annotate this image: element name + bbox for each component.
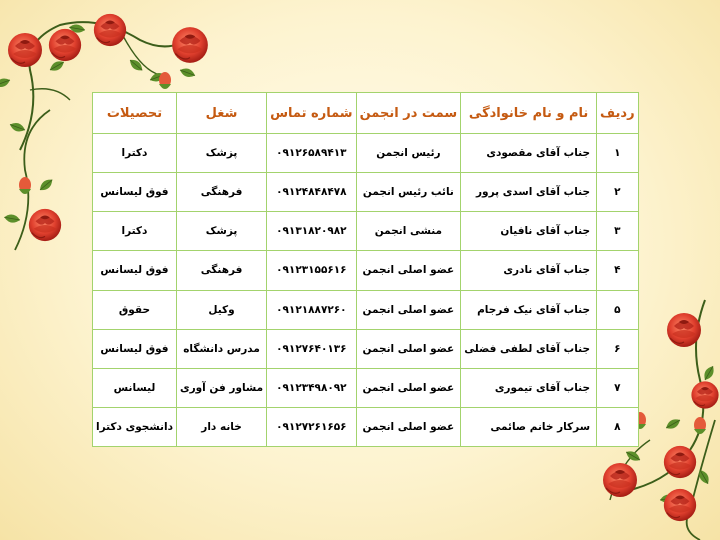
cell-row-number: ۲	[597, 173, 639, 212]
cell-education: دکترا	[93, 134, 177, 173]
table-row	[93, 329, 639, 368]
header-position: سمت در انجمن	[356, 93, 461, 134]
cell-full-name: جناب آقای مقصودی	[461, 134, 597, 173]
cell-row-number: ۱	[597, 134, 639, 173]
cell-full-name: جناب آقای اسدی پرور	[461, 173, 597, 212]
cell-position: رئیس انجمن	[356, 134, 461, 173]
cell-phone: ۰۹۱۲۴۸۴۸۴۷۸	[267, 173, 356, 212]
cell-occupation: مدرس دانشگاه	[176, 329, 266, 368]
table-row	[93, 212, 639, 251]
cell-phone: ۰۹۱۲۷۲۶۱۶۵۶	[267, 407, 356, 446]
cell-full-name: جناب آقای نیک فرجام	[461, 290, 597, 329]
header-phone: شماره تماس	[267, 93, 356, 134]
cell-education: حقوق	[93, 290, 177, 329]
cell-row-number: ۵	[597, 290, 639, 329]
cell-position: عضو اصلی انجمن	[356, 368, 461, 407]
cell-position: عضو اصلی انجمن	[356, 251, 461, 290]
header-full-name: نام و نام خانوادگی	[461, 93, 597, 134]
header-occupation: شغل	[176, 93, 266, 134]
table-row	[93, 407, 639, 446]
cell-phone: ۰۹۱۳۱۸۲۰۹۸۲	[267, 212, 356, 251]
cell-row-number: ۷	[597, 368, 639, 407]
cell-phone: ۰۹۱۲۳۱۵۵۶۱۶	[267, 251, 356, 290]
cell-full-name: جناب آقای لطفی فضلی	[461, 329, 597, 368]
cell-position: نائب رئیس انجمن	[356, 173, 461, 212]
table-row	[93, 290, 639, 329]
cell-education: دانشجوی دکترا	[93, 407, 177, 446]
cell-education: دکترا	[93, 212, 177, 251]
cell-position: عضو اصلی انجمن	[356, 407, 461, 446]
cell-occupation: فرهنگی	[176, 173, 266, 212]
cell-full-name: جناب آقای نافیان	[461, 212, 597, 251]
cell-phone: ۰۹۱۲۶۵۸۹۴۱۳	[267, 134, 356, 173]
cell-position: عضو اصلی انجمن	[356, 290, 461, 329]
cell-row-number: ۴	[597, 251, 639, 290]
cell-full-name: جناب آقای نادری	[461, 251, 597, 290]
cell-occupation: فرهنگی	[176, 251, 266, 290]
table-header-row	[93, 93, 639, 134]
cell-education: فوق لیسانس	[93, 173, 177, 212]
cell-full-name: جناب آقای تیموری	[461, 368, 597, 407]
cell-position: منشی انجمن	[356, 212, 461, 251]
header-education: تحصیلات	[93, 93, 177, 134]
cell-occupation: مشاور فن آوری	[176, 368, 266, 407]
table-row	[93, 134, 639, 173]
cell-row-number: ۳	[597, 212, 639, 251]
cell-phone: ۰۹۱۲۱۸۸۷۲۶۰	[267, 290, 356, 329]
cell-occupation: وکیل	[176, 290, 266, 329]
cell-occupation: پزشک	[176, 212, 266, 251]
cell-full-name: سرکار خانم صائمی	[461, 407, 597, 446]
cell-row-number: ۶	[597, 329, 639, 368]
header-row-number: ردیف	[597, 93, 639, 134]
table-row	[93, 251, 639, 290]
cell-education: فوق لیسانس	[93, 329, 177, 368]
cell-education: لیسانس	[93, 368, 177, 407]
members-table	[92, 92, 639, 447]
members-table-container	[92, 92, 635, 447]
cell-phone: ۰۹۱۲۷۶۴۰۱۳۶	[267, 329, 356, 368]
cell-education: فوق لیسانس	[93, 251, 177, 290]
cell-phone: ۰۹۱۲۳۴۹۸۰۹۲	[267, 368, 356, 407]
cell-position: عضو اصلی انجمن	[356, 329, 461, 368]
cell-occupation: خانه دار	[176, 407, 266, 446]
table-row	[93, 173, 639, 212]
cell-occupation: پزشک	[176, 134, 266, 173]
table-row	[93, 368, 639, 407]
cell-row-number: ۸	[597, 407, 639, 446]
